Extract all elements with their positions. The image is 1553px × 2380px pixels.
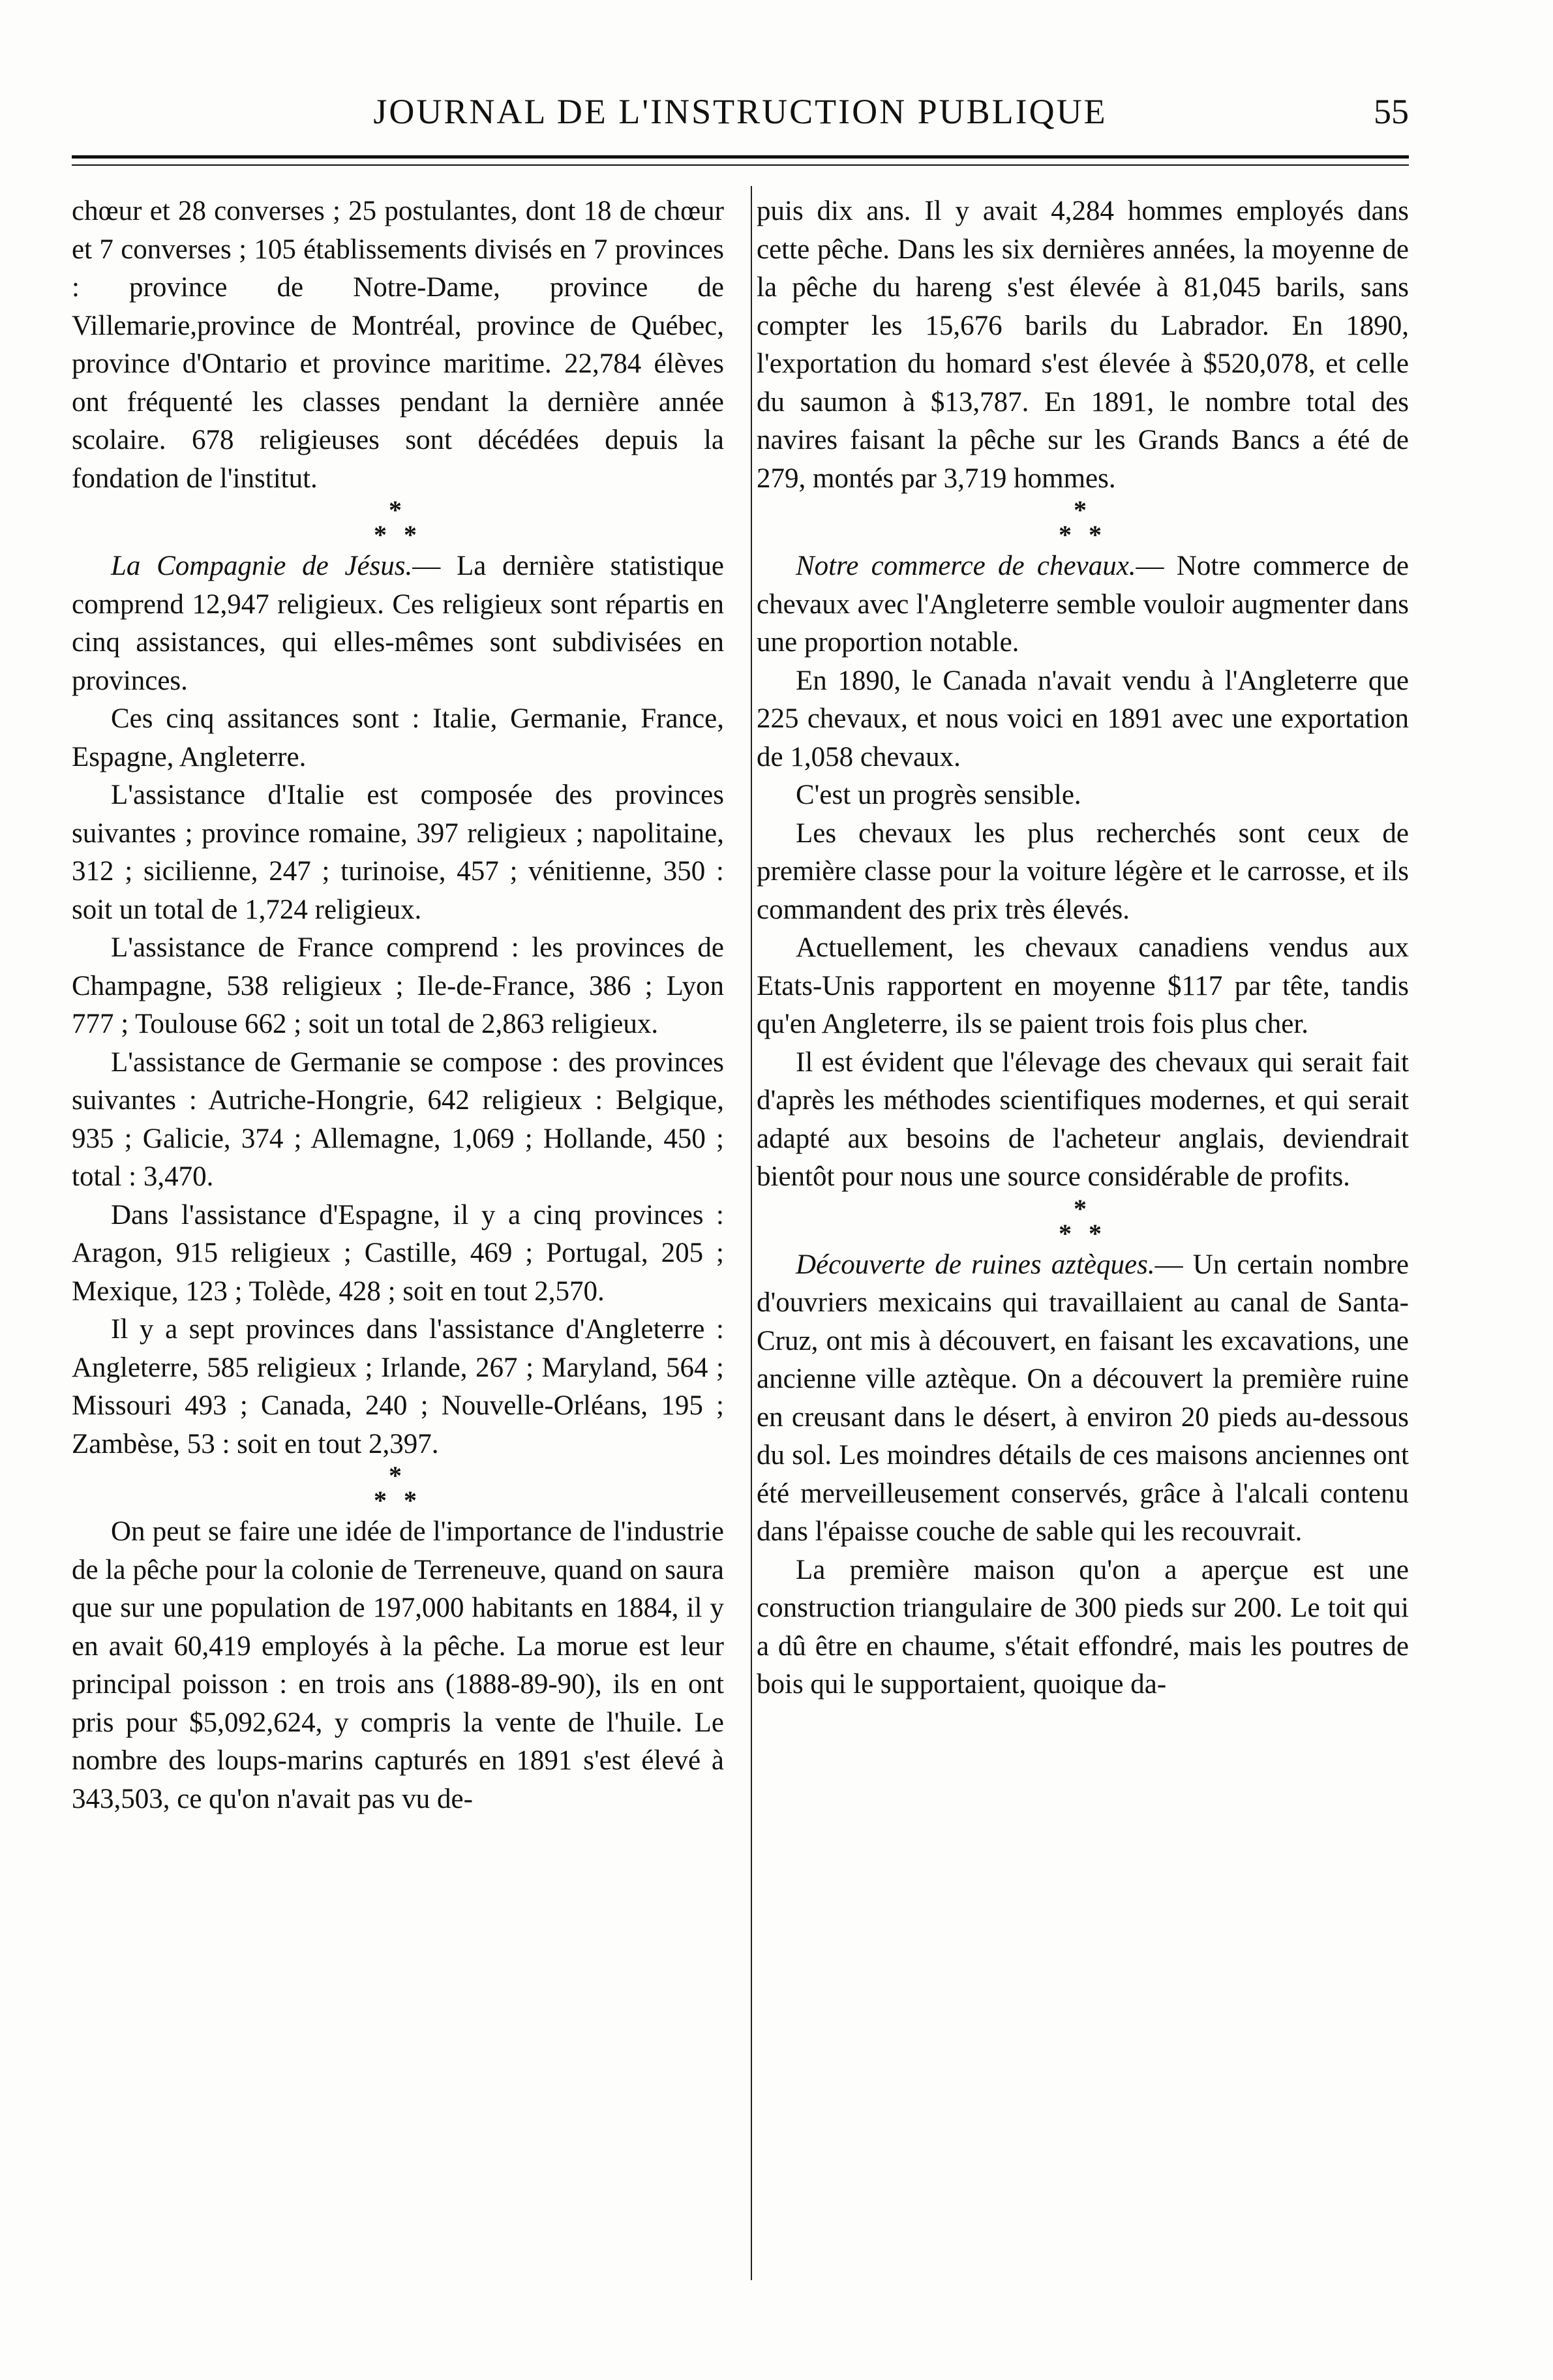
paragraph: Notre commerce de chevaux.— Notre commerce de chevaux avec l'Angleterre semble vouloir augmenter dans une proportion notable. <box>757 551 1409 658</box>
right-column <box>757 192 1409 1704</box>
paragraph: En 1890, le Canada n'avait vendu à l'Angleterre que 225 chevaux, et nous voici en 1891 avec une exportation de 1,058 chevaux. <box>757 665 1409 772</box>
left-column <box>72 192 724 1818</box>
column-divider <box>751 186 752 2280</box>
header-rule-thick <box>72 155 1409 159</box>
section-title: Découverte de ruines aztèques. <box>796 1249 1155 1280</box>
paragraph: puis dix ans. Il y avait 4,284 hommes employés dans cette pêche. Dans les six dernières années, la moyenne de la pêche du hareng s'est élevée à 81,045 barils, sans compter les 15,676 barils du Labrador. En 1890, l'exportation du homard s'est élevée à $520,078, et celle du saumon à $13,787. En 1891, le nombre total des navires faisant la pêche sur les Grands Bancs a été de 279, montés par 3,719 hommes. <box>757 196 1409 494</box>
paragraph: La Compagnie de Jésus.— La dernière statistique comprend 12,947 religieux. Ces religieux sont répartis en cinq assistances, qui elles-mêmes sont subdivisées en provinces. <box>72 551 724 696</box>
paragraph: Dans l'assistance d'Espagne, il y a cinq provinces : Aragon, 915 religieux ; Castille, 469 ; Portugal, 205 ; Mexique, 123 ; Tolède, 428 ; soit en tout 2,570. <box>72 1199 724 1307</box>
paragraph: L'assistance d'Italie est composée des provinces suivantes ; province romaine, 397 religieux ; napolitaine, 312 ; sicilienne, 247 ; turinoise, 457 ; vénitienne, 350 : soit un total de 1,724 religieux. <box>72 780 724 925</box>
page-header <box>72 85 1409 157</box>
section-separator: * * * <box>374 1461 422 1515</box>
section-separator: * * * <box>1059 1193 1107 1248</box>
paragraph: C'est un progrès sensible. <box>796 780 1081 810</box>
paragraph: Il y a sept provinces dans l'assistance d'Angleterre : Angleterre, 585 religieux ; Irlande, 267 ; Maryland, 564 ; Missouri 493 ; Canada, 240 ; Nouvelle-Orléans, 195 ; Zambèse, 53 : soit en tout 2,397. <box>72 1314 724 1459</box>
section-separator: * * * <box>374 495 422 549</box>
paragraph: L'assistance de France comprend : les provinces de Champagne, 538 religieux ; Ile-de-France, 386 ; Lyon 777 ; Toulouse 662 ; soit un total de 2,863 religieux. <box>72 932 724 1039</box>
paragraph: L'assistance de Germanie se compose : des provinces suivantes : Autriche-Hongrie, 642 religieux : Belgique, 935 ; Galicie, 374 ; Allemagne, 1,069 ; Hollande, 450 ; total : 3,470. <box>72 1046 724 1192</box>
paragraph: Il est évident que l'élevage des chevaux qui serait fait d'après les méthodes scientifiques modernes, et qui serait adapté aux besoins de l'acheteur anglais, deviendrait bientôt pour nous une source considérable de profits. <box>757 1046 1409 1192</box>
section-separator: * * * <box>1059 495 1107 549</box>
header-rule-thin <box>72 164 1409 166</box>
running-title: JOURNAL DE L'INSTRUCTION PUBLIQUE <box>373 92 1108 131</box>
section-title: La Compagnie de Jésus. <box>111 551 413 581</box>
section-title: Notre commerce de chevaux. <box>796 551 1136 581</box>
paragraph: Les chevaux les plus recherchés sont ceux de première classe pour la voiture légère et le carrosse, et ils commandent des prix très élevés. <box>757 817 1409 925</box>
paragraph: Actuellement, les chevaux canadiens vendus aux Etats-Unis rapportent en moyenne $117 par tête, tandis qu'en Angleterre, ils se paient trois fois plus cher. <box>757 932 1409 1039</box>
paragraph: Découverte de ruines aztèques.— Un certain nombre d'ouvriers mexicains qui travaillaient au canal de Santa-Cruz, ont mis à découvert, en faisant les excavations, une ancienne ville aztèque. On a découvert la première ruine en creusant dans le désert, à environ 20 pieds au-dessous du sol. Les moindres détails de ces maisons anciennes ont été merveilleusement conservés, grâce à l'alcali contenu dans l'épaisse couche de sable qui les recouvrait. <box>757 1249 1409 1547</box>
paragraph: La première maison qu'on a aperçue est une construction triangulaire de 300 pieds sur 200. Le toit qui a dû être en chaume, s'était effondré, mais les poutres de bois qui le supportaient, quoique da- <box>757 1554 1409 1700</box>
paragraph: Ces cinq assitances sont : Italie, Germanie, France, Espagne, Angleterre. <box>72 703 724 772</box>
page-number: 55 <box>1374 92 1409 131</box>
paragraph: On peut se faire une idée de l'importance de l'industrie de la pêche pour la colonie de Terreneuve, quand on saura que sur une population de 197,000 habitants en 1884, il y en avait 60,419 employés à la pêche. La morue est leur principal poisson : en trois ans (1888-89-90), ils en ont pris pour $5,092,624, y compris la vente de l'huile. Le nombre des loups-marins capturés en 1891 s'est élevé à 343,503, ce qu'on n'avait pas vu de- <box>72 1516 724 1814</box>
paragraph: chœur et 28 converses ; 25 postulantes, dont 18 de chœur et 7 converses ; 105 établissements divisés en 7 provinces : province de Notre-Dame, province de Villemarie,province de Montréal, province de Québec, province d'Ontario et province maritime. 22,784 élèves ont fréquenté les classes pendant la dernière année scolaire. 678 religieuses sont décédées depuis la fondation de l'institut. <box>72 196 724 494</box>
